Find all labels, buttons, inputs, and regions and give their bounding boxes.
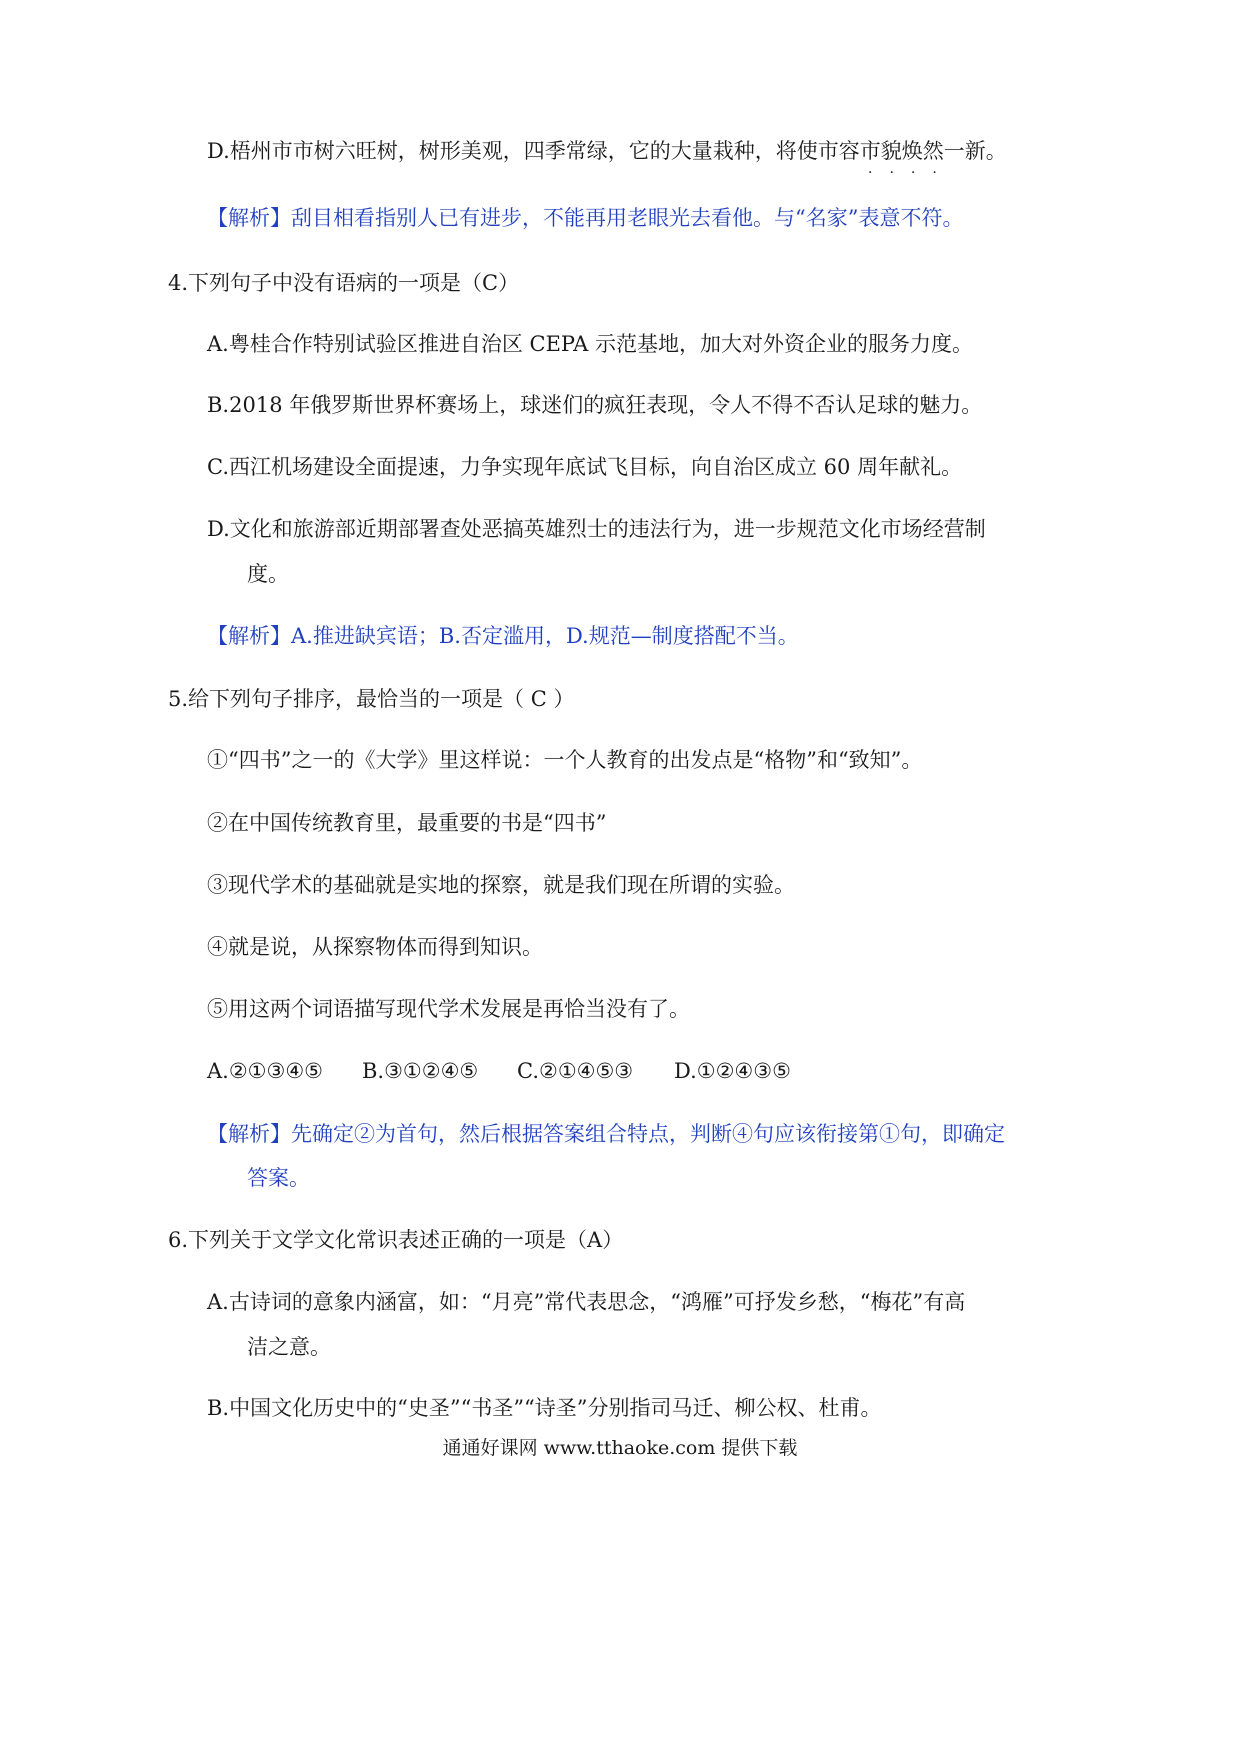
q5-options — [207, 1056, 791, 1086]
q5-sentence-4: ④就是说，从探察物体而得到知识。 — [207, 935, 543, 959]
q5-sentence-5: ⑤用这两个词语描写现代学术发展是再恰当没有了。 — [207, 997, 690, 1021]
q5-option-c: C.②①④⑤③ — [517, 1059, 634, 1083]
q4-stem: 4.下列句子中没有语病的一项是（C） — [168, 271, 520, 295]
q6-option-a-line2: 洁之意。 — [247, 1335, 331, 1359]
page-footer: 通通好课网 www.tthaoke.com 提供下载 — [442, 1437, 798, 1459]
q6-option-a-line1: A.古诗词的意象内涵富，如：“月亮”常代表思念，“鸿雁”可抒发乡愁，“梅花”有高 — [207, 1290, 966, 1314]
q5-sentence-3: ③现代学术的基础就是实地的探察，就是我们现在所谓的实验。 — [207, 873, 795, 897]
q4-option-d-line1: D.文化和旅游部近期部署查处恶搞英雄烈士的违法行为，进一步规范文化市场经营制 — [207, 517, 986, 541]
q5-stem: 5.给下列句子排序，最恰当的一项是（ C ） — [168, 687, 575, 711]
q5-option-b: B.③①②④⑤ — [362, 1059, 479, 1083]
q5-option-d: D.①②④③⑤ — [674, 1059, 791, 1083]
q3-option-d: D.梧州市市树六旺树，树形美观，四季常绿，它的大量栽种，将使市容市貌焕然一新。 — [207, 139, 1007, 163]
q5-sentence-1: ①“四书”之一的《大学》里这样说：一个人教育的出发点是“格物”和“致知”。 — [207, 748, 923, 772]
q6-stem: 6.下列关于文学文化常识表述正确的一项是（A） — [168, 1228, 624, 1252]
q4-option-d-line2: 度。 — [247, 562, 289, 586]
q4-option-a: A.粤桂合作特别试验区推进自治区 CEPA 示范基地，加大对外资企业的服务力度。 — [207, 332, 973, 356]
emphasis-marks: ···· — [868, 165, 954, 181]
q5-analysis-line2: 答案。 — [247, 1166, 310, 1190]
q4-analysis: 【解析】A.推进缺宾语；B.否定滥用，D.规范—制度搭配不当。 — [207, 624, 799, 648]
q4-option-b: B.2018 年俄罗斯世界杯赛场上，球迷们的疯狂表现，令人不得不否认足球的魅力。 — [207, 393, 983, 417]
q3-analysis: 【解析】刮目相看指别人已有进步，不能再用老眼光去看他。与“名家”表意不符。 — [207, 206, 964, 230]
q5-option-a: A.②①③④⑤ — [207, 1059, 323, 1083]
q5-sentence-2: ②在中国传统教育里，最重要的书是“四书” — [207, 811, 607, 835]
q5-analysis-line1: 【解析】先确定②为首句，然后根据答案组合特点，判断④句应该衔接第①句，即确定 — [207, 1122, 1005, 1146]
q6-option-b: B.中国文化历史中的“史圣”“书圣”“诗圣”分别指司马迁、柳公权、杜甫。 — [207, 1396, 882, 1420]
q4-option-c: C.西江机场建设全面提速，力争实现年底试飞目标，向自治区成立 60 周年献礼。 — [207, 455, 963, 479]
